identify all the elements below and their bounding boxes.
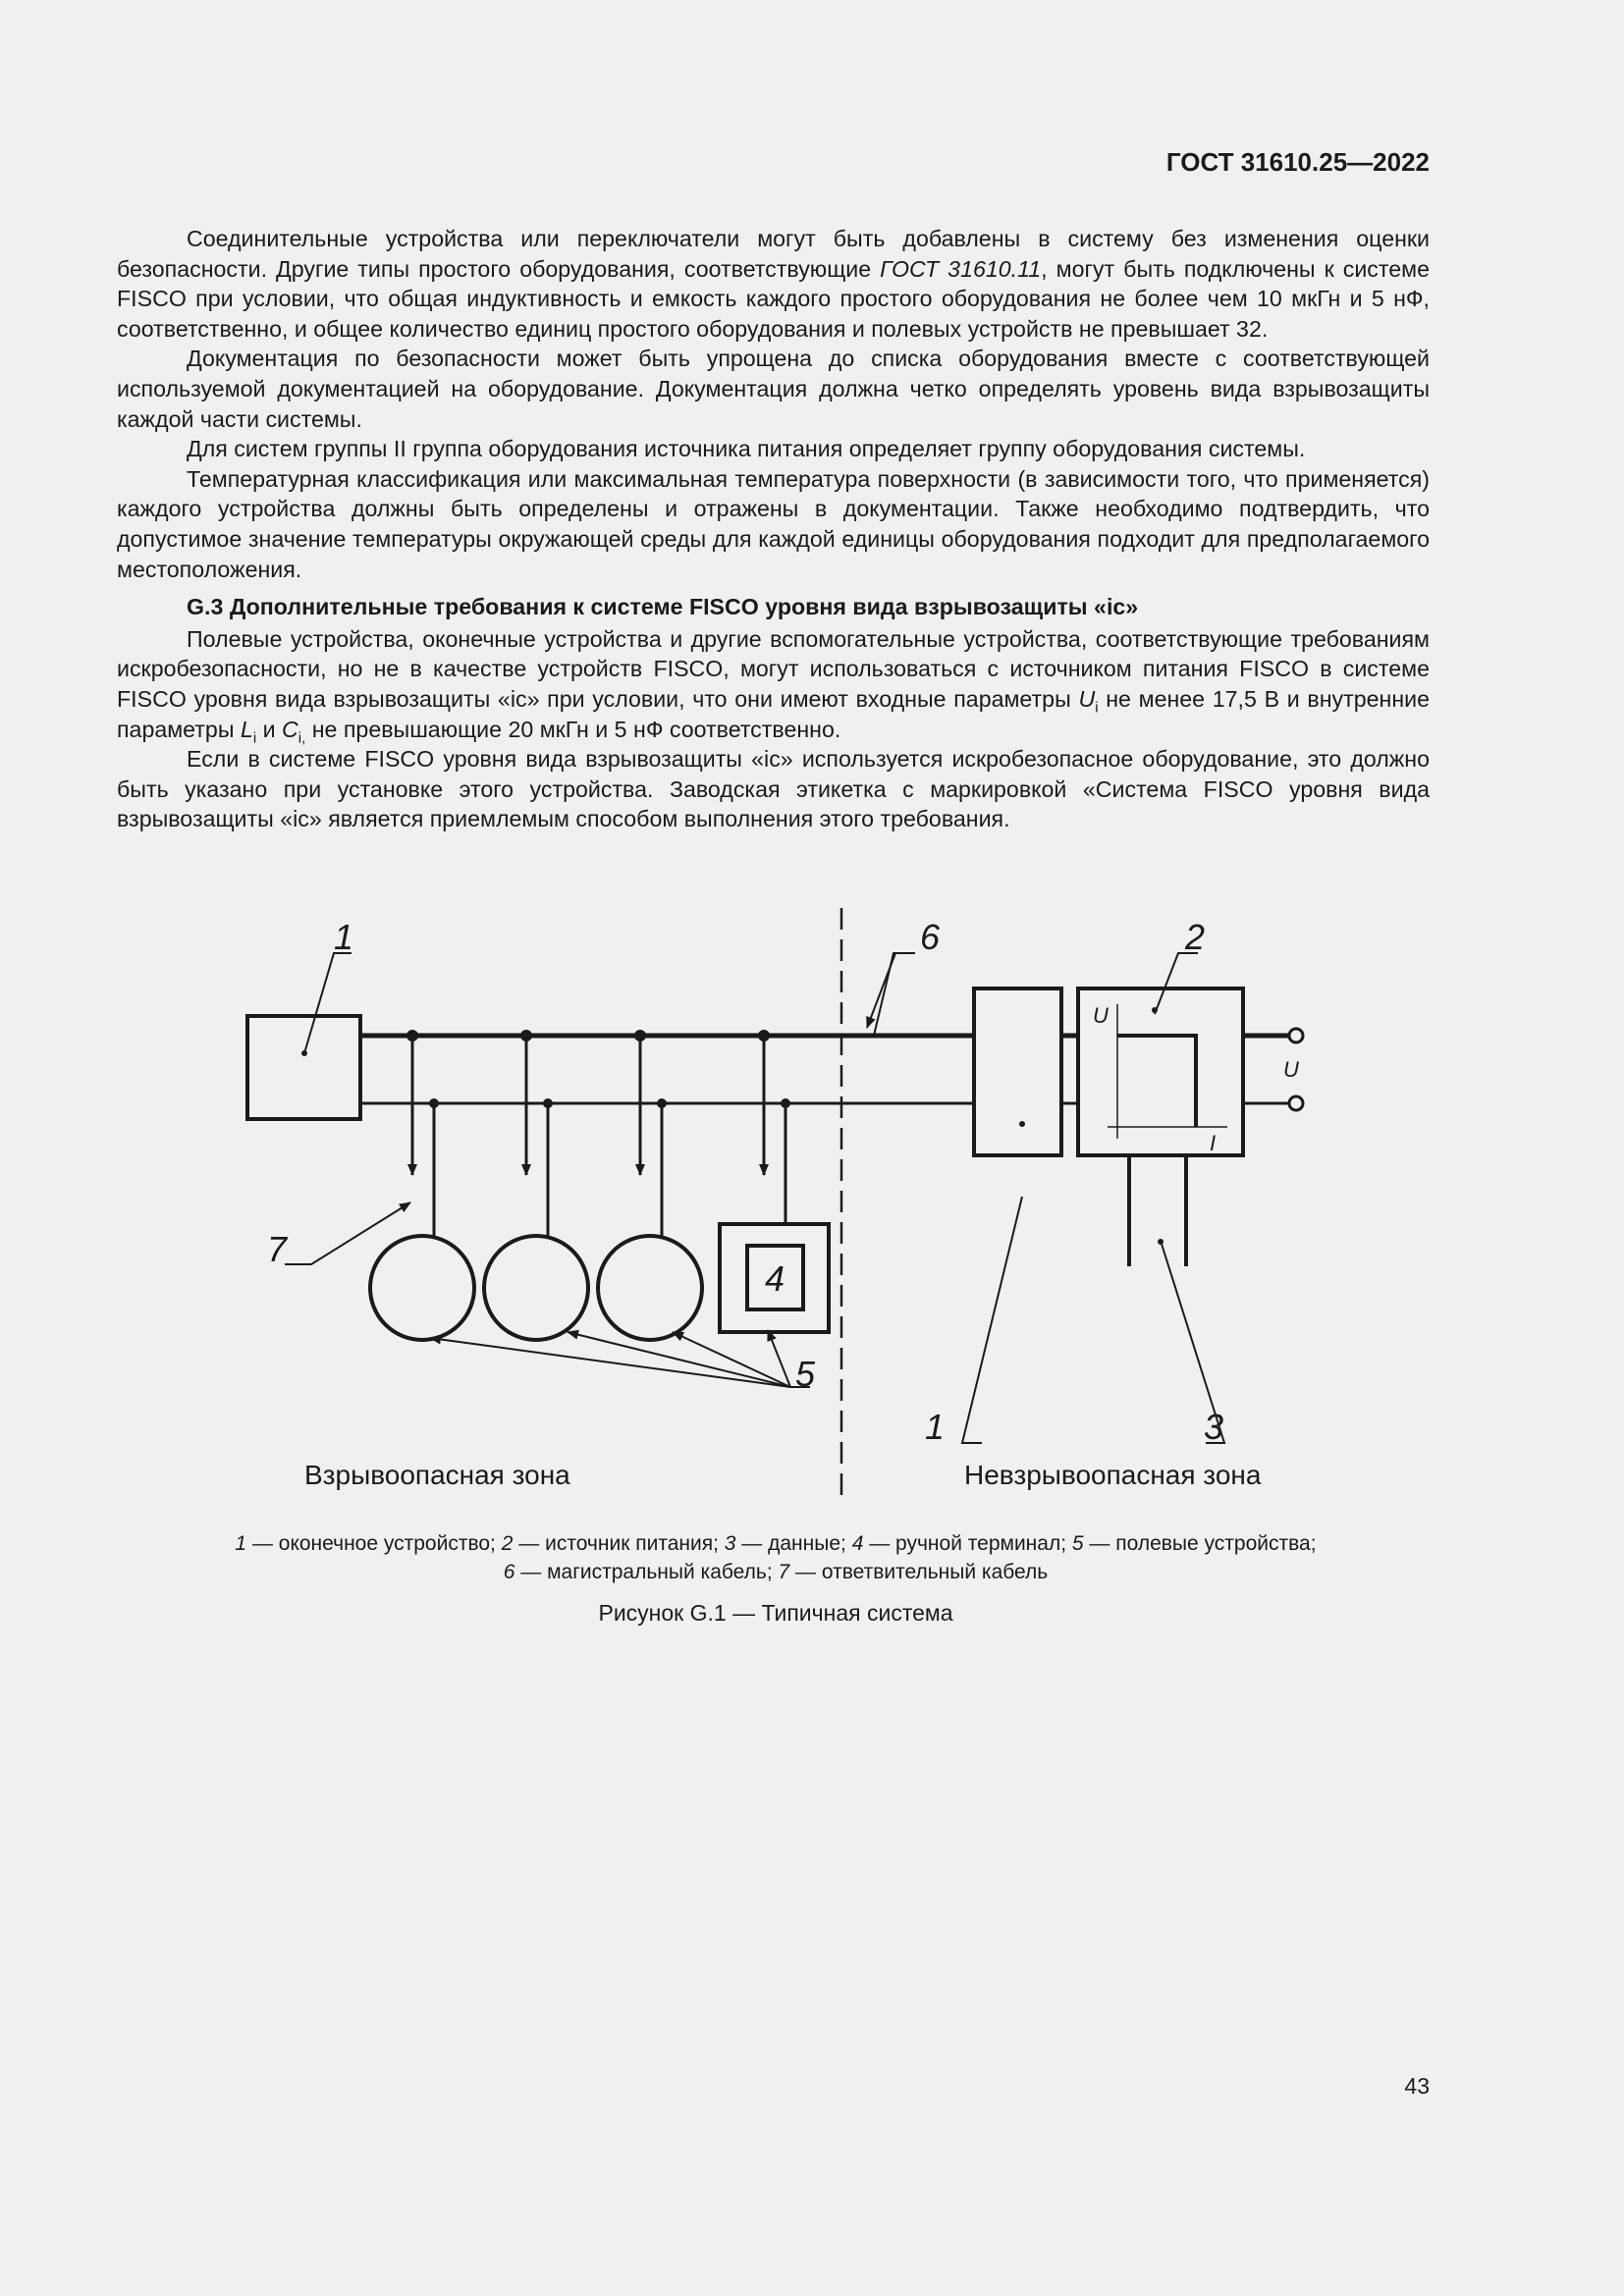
paragraph-5-text-d: не превышающие 20 мкГн и 5 нФ соответственно.: [305, 716, 841, 742]
spur-cables: [412, 1036, 785, 1237]
legend-num-1: 1: [235, 1532, 247, 1555]
legend-text-2: — источник питания;: [513, 1532, 725, 1555]
field-device-1: [370, 1236, 474, 1340]
legend-text-4: — ручной терминал;: [863, 1532, 1072, 1555]
field-device-3: [598, 1236, 702, 1340]
label-7: 7: [267, 1229, 288, 1269]
legend-num-4: 4: [851, 1532, 864, 1555]
terminator-right: [974, 988, 1061, 1155]
symbol-l: L: [240, 716, 253, 742]
label-1-left: 1: [334, 917, 354, 957]
subscript-i-comma: i,: [298, 729, 306, 747]
section-title: G.3 Дополнительные требования к системе FISCO уровня вида взрывозащиты «ic»: [187, 594, 1139, 620]
legend-num-6: 6: [503, 1561, 515, 1583]
label-6: 6: [920, 917, 941, 957]
legend-text-7: — ответвительный кабель: [789, 1561, 1049, 1583]
paragraph-5: [117, 624, 1430, 747]
label-4: 4: [765, 1258, 785, 1299]
standard-reference: ГОСТ 31610.11: [880, 255, 1042, 282]
paragraph-5-text-b: не менее 17,5 В и внутренние параметры: [117, 685, 1430, 742]
legend-num-7: 7: [778, 1561, 790, 1583]
symbol-u: U: [1078, 685, 1096, 712]
figure-typical-system: [216, 898, 1345, 1502]
paragraph-2: Документация по безопасности может быть упрощена до списка оборудования вместе с соответствующей используемой документацией на оборудование. Документация должна четко определять уровень вида взрывозащиты каждой части системы.: [117, 346, 1430, 432]
document-header: ГОСТ 31610.25—2022: [1165, 147, 1430, 177]
field-device-2: [484, 1236, 588, 1340]
paragraph-4: Температурная классификация или максимальная температура поверхности (в зависимости того, что применяется) каждого устройства должны быть определены и отражены в документации. Также необходимо подтвердить, что допустимое значение температуры окружающей среды для каждой единицы оборудования подходит для предполагаемого местоположения.: [117, 465, 1430, 582]
graph-label-u: U: [1093, 1003, 1109, 1028]
legend-line-2: [0, 1558, 1551, 1586]
paragraph-6: Если в системе FISCO уровня вида взрывозащиты «ic» используется искробезопасное оборудование, это должно быть указано при установке этого устройства. Заводская этикетка с маркировкой «Система FISCO уровня вида взрывозащиты «ic» является приемлемым способом выполнения этого требования.: [117, 746, 1430, 832]
legend-text-3: — данные;: [735, 1532, 852, 1555]
leader-lines: [285, 953, 1224, 1443]
graph-characteristic: [1117, 1036, 1196, 1127]
hazardous-zone-label: Взрывоопасная зона: [304, 1460, 570, 1490]
paragraph-1-text-a: Соединительные устройства или переключатели могут быть добавлены в систему без изменения оценки безопасности. Другие типы простого оборудования, соответствующие: [117, 226, 1430, 282]
paragraph-3: Для систем группы II группа оборудования источника питания определяет группу оборудования системы.: [187, 436, 1306, 462]
legend-text-5: — полевые устройства;: [1083, 1532, 1317, 1555]
page-number: 43: [1404, 2073, 1430, 2099]
terminator-left: [247, 1016, 360, 1119]
label-3: 3: [1204, 1407, 1224, 1447]
legend-num-3: 3: [724, 1532, 736, 1555]
label-1-right: 1: [925, 1407, 946, 1447]
output-voltage-label: U: [1283, 1057, 1299, 1082]
paragraph-1-text-b: , могут быть подключены к системе FISCO при условии, что общая индуктивность и емкость каждого простого оборудования не более чем 10 мкГн и 5 нФ, соответственно, и общее количество единиц простого оборудования и полевых устройств не превышает 32.: [117, 255, 1430, 342]
paragraph-1: [117, 224, 1430, 344]
graph-label-i: I: [1210, 1131, 1217, 1155]
symbol-c: C: [282, 716, 298, 742]
paragraph-5-text-c: и: [256, 716, 283, 742]
output-terminal-bottom: [1289, 1096, 1303, 1110]
system-diagram: [216, 898, 1345, 1502]
paragraph-5-text-a: Полевые устройства, оконечные устройства и другие вспомогательные устройства, соответствующие требованиям искробезопасности, но не в качестве устройств FISCO, могут использоваться с источником питания FISCO в системе FISCO уровня вида взрывозащиты «ic» при условии, что они имеют входные параметры: [117, 625, 1430, 712]
subscript-i: i: [252, 729, 257, 747]
figure-legend: [0, 1529, 1551, 1586]
legend-line-1: [0, 1529, 1551, 1558]
legend-num-5: 5: [1071, 1532, 1084, 1555]
legend-num-2: 2: [501, 1532, 514, 1555]
subscript-i: i: [1095, 699, 1099, 717]
figure-caption: Рисунок G.1 — Типичная система: [598, 1600, 953, 1626]
safe-zone-label: Невзрывоопасная зона: [964, 1460, 1262, 1490]
legend-text-6: — магистральный кабель;: [514, 1561, 779, 1583]
legend-text-1: — оконечное устройство;: [246, 1532, 502, 1555]
label-5: 5: [795, 1354, 816, 1394]
output-terminal-top: [1289, 1029, 1303, 1042]
label-2: 2: [1185, 917, 1206, 957]
body-text: [117, 224, 1430, 834]
